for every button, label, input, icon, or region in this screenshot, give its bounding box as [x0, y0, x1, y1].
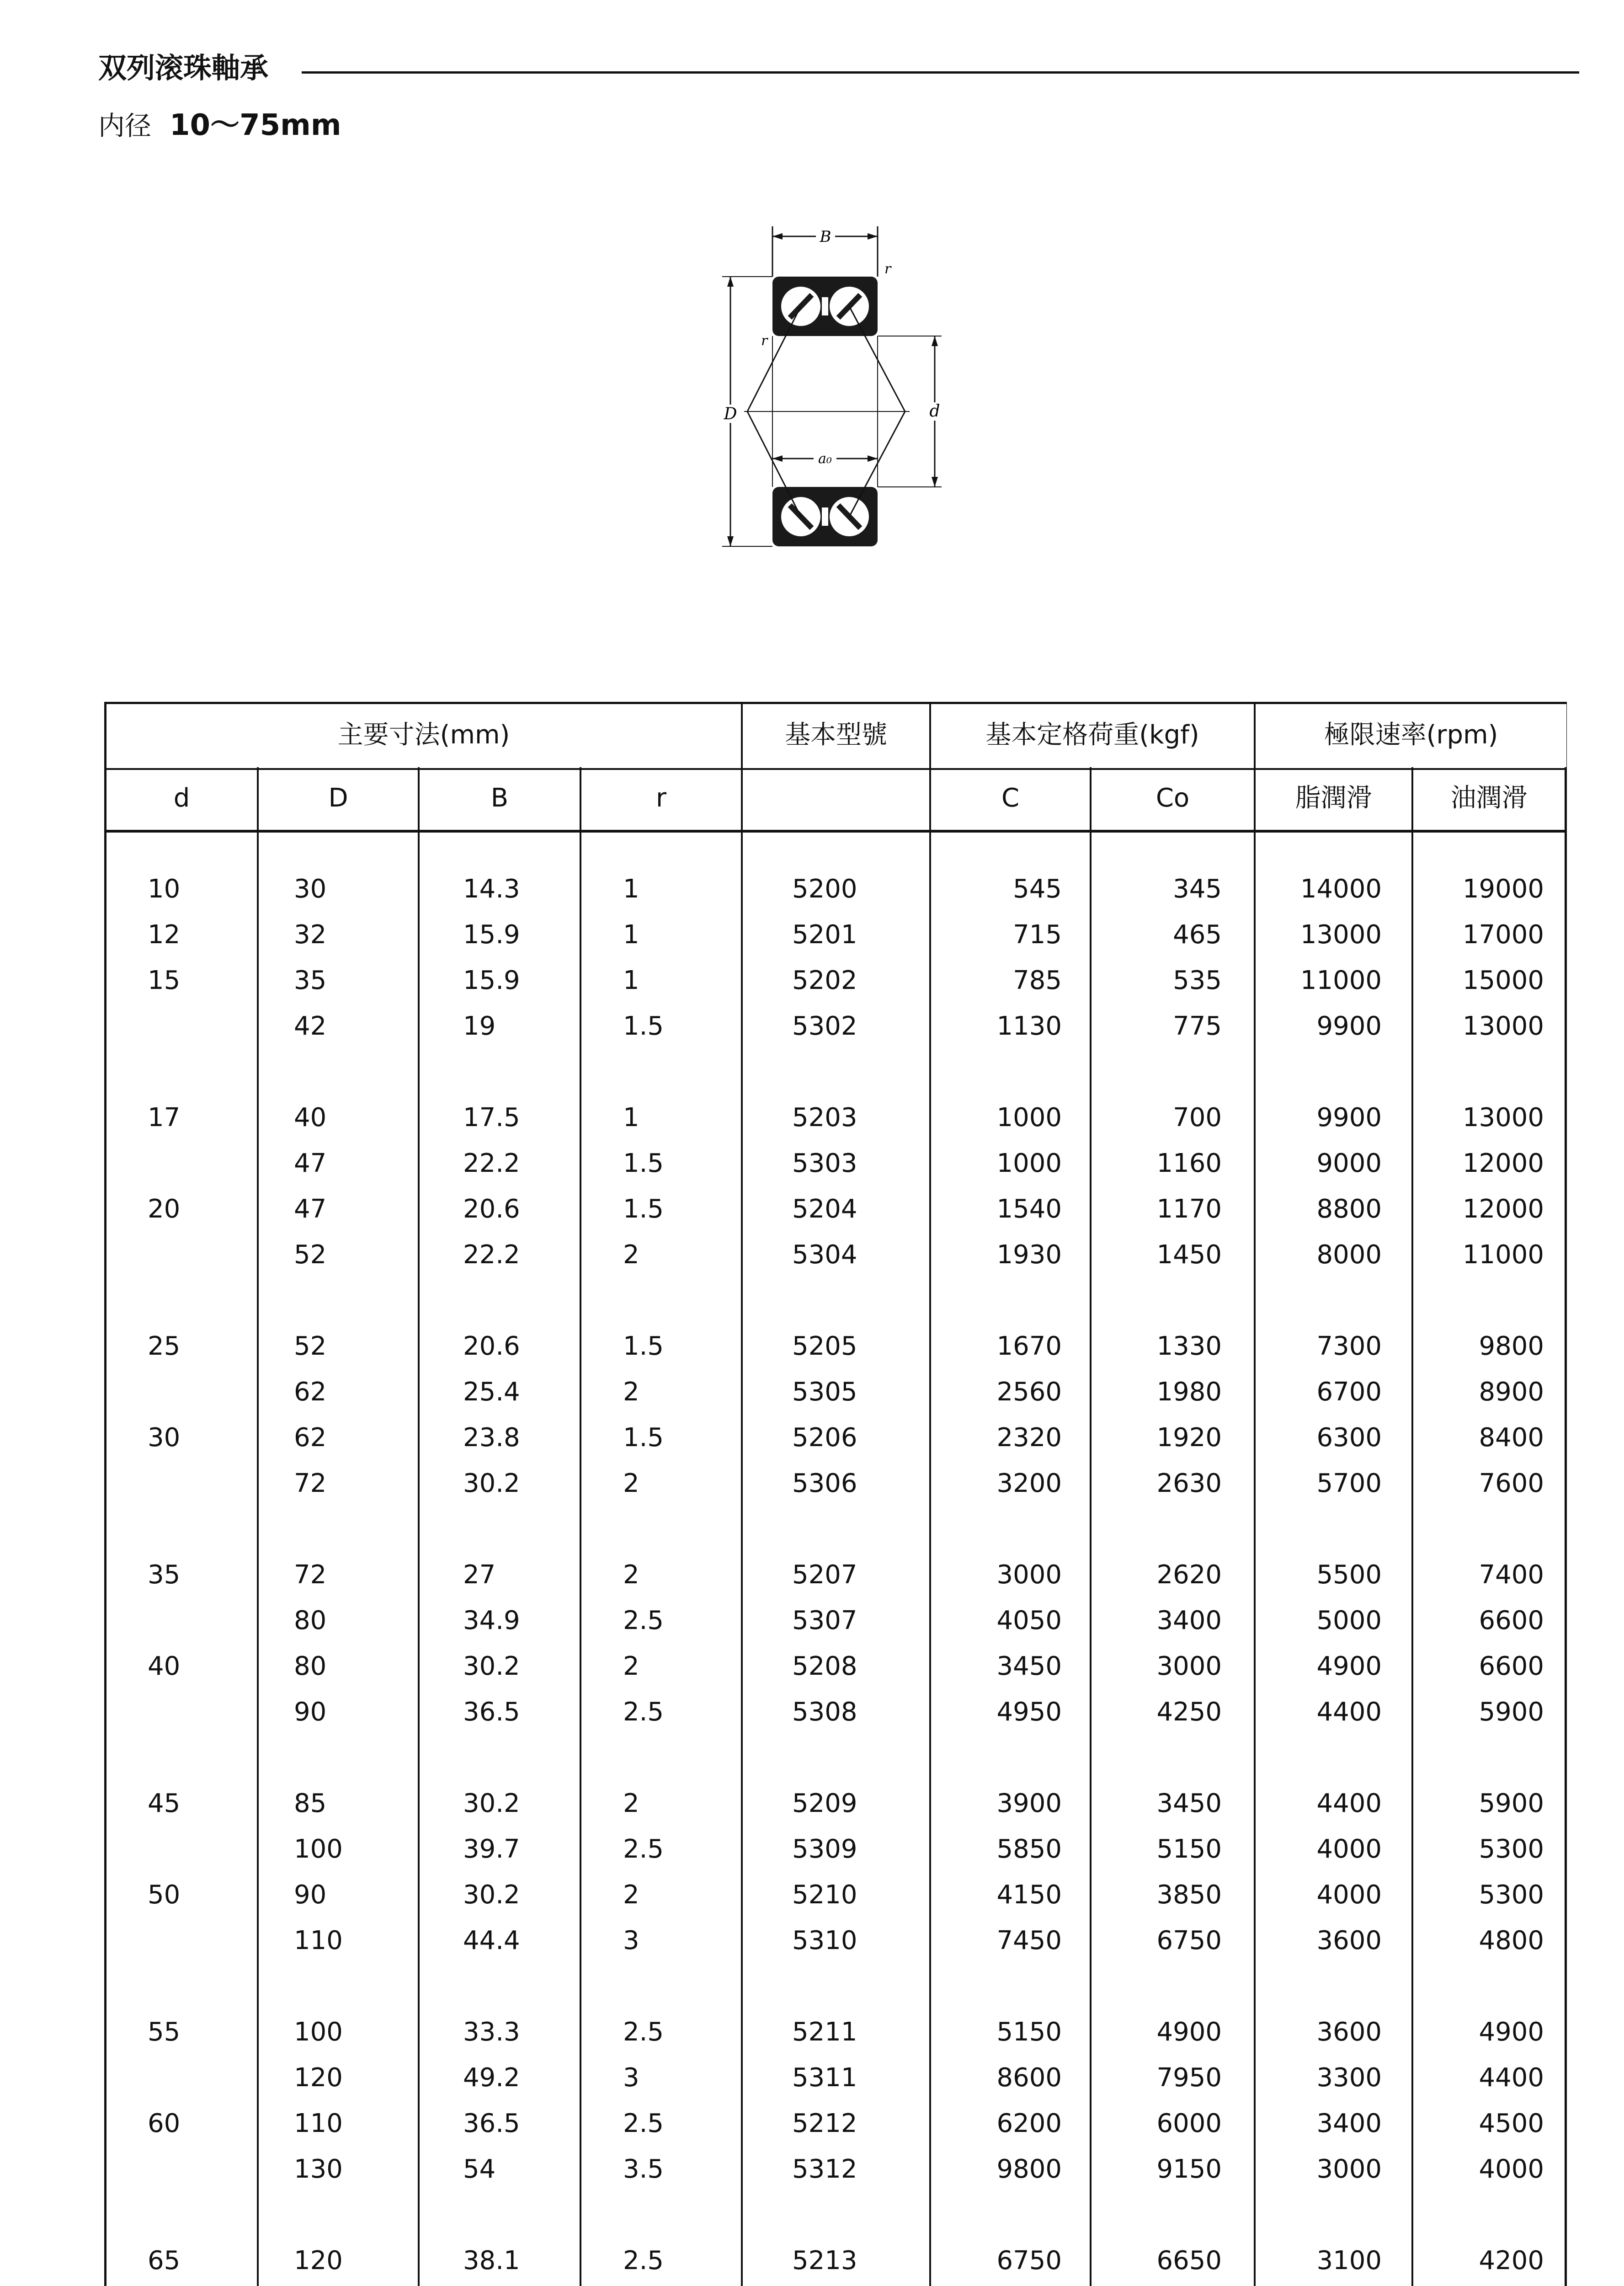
- table-cell: 30.2: [463, 1789, 520, 1818]
- table-cell: 2: [623, 1880, 639, 1910]
- table-cell: 15: [148, 966, 181, 995]
- table-row: [106, 958, 1565, 1004]
- table-cell: 7300: [1316, 1331, 1382, 1361]
- table-cell: 5307: [792, 1606, 857, 1635]
- table-cell: 3200: [996, 1469, 1062, 1498]
- table-cell: 9000: [1316, 1148, 1382, 1178]
- table-cell: 30.2: [463, 1880, 520, 1910]
- table-cell: 5205: [792, 1331, 857, 1361]
- table-cell: 2.5: [623, 2246, 664, 2275]
- table-row: [106, 1644, 1565, 1689]
- table-cell: 5200: [792, 874, 857, 904]
- table-cell: 4400: [1479, 2063, 1544, 2093]
- table-cell: 535: [1173, 966, 1222, 995]
- table-cell: 12000: [1462, 1194, 1544, 1224]
- header-model: 基本型號: [785, 720, 887, 750]
- table-cell: 90: [294, 1880, 327, 1910]
- table-cell: 4000: [1479, 2154, 1544, 2184]
- table-cell: 42: [294, 1011, 327, 1041]
- table-cell: 5305: [792, 1377, 857, 1407]
- table-cell: 5150: [996, 2017, 1062, 2047]
- table-cell: [1098, 2284, 1222, 2286]
- table-cell: 32: [294, 920, 327, 950]
- table-cell: 5900: [1479, 1789, 1544, 1818]
- table-cell: 14.3: [463, 874, 520, 904]
- table-cell: 72: [294, 1469, 327, 1498]
- subheader-oil: 油潤滑: [1450, 783, 1528, 813]
- table-row: [106, 2055, 1565, 2101]
- table-cell: 1000: [996, 1148, 1062, 1178]
- table-row: [106, 1232, 1565, 1278]
- table-row: [106, 1004, 1565, 1049]
- table-cell: 9800: [996, 2154, 1062, 2184]
- table-cell: 5311: [792, 2063, 857, 2093]
- table-cell: 30: [148, 1423, 181, 1453]
- table-cell: 120: [294, 2246, 343, 2275]
- table-cell: 34.9: [463, 1606, 520, 1635]
- table-cell: 1: [623, 1103, 639, 1132]
- table-cell: 3400: [1316, 2109, 1382, 2138]
- table-cell: 3600: [1316, 2017, 1382, 2047]
- table-cell: 2320: [996, 1423, 1062, 1453]
- table-cell: 110: [294, 2109, 343, 2138]
- table-cell: 40: [294, 1103, 327, 1132]
- table-cell: 2: [623, 1377, 639, 1407]
- table-cell: 1450: [1156, 1240, 1222, 1270]
- subheader-D: D: [328, 783, 348, 813]
- table-cell: 65: [148, 2246, 181, 2275]
- table-cell: 6000: [1156, 2109, 1222, 2138]
- table-cell: 100: [294, 1834, 343, 1864]
- table-cell: 62: [294, 1377, 327, 1407]
- table-cell: 5150: [1156, 1834, 1222, 1864]
- table-cell: 5206: [792, 1423, 857, 1453]
- table-cell: 5310: [792, 1926, 857, 1955]
- table-cell: 22.2: [463, 1148, 520, 1178]
- table-cell: 4200: [1479, 2246, 1544, 2275]
- table-cell: 17000: [1462, 920, 1544, 950]
- table-cell: 45: [148, 1789, 181, 1818]
- table-cell: 15000: [1462, 966, 1544, 995]
- table-cell: 11000: [1300, 966, 1382, 995]
- subheader-grease: 脂潤滑: [1295, 783, 1372, 813]
- table-cell: 785: [1013, 966, 1062, 995]
- table-cell: 1130: [996, 1011, 1062, 1041]
- table-cell: 1: [623, 920, 639, 950]
- table-cell: 715: [1013, 920, 1062, 950]
- table-cell: 8600: [996, 2063, 1062, 2093]
- table-cell: 8000: [1316, 1240, 1382, 1270]
- table-cell: 5000: [1316, 1606, 1382, 1635]
- table-row: [106, 1689, 1565, 1735]
- table-row: [106, 1186, 1565, 1232]
- table-cell: 36.5: [463, 2109, 520, 2138]
- table-cell: 7400: [1479, 1560, 1544, 1590]
- table-row: [106, 1141, 1565, 1186]
- table-cell: 3.5: [623, 2154, 664, 2184]
- table-cell: 1.5: [623, 1148, 664, 1178]
- table-cell: 20.6: [463, 1194, 520, 1224]
- table-cell: 80: [294, 1651, 327, 1681]
- bearing-table: [104, 702, 1567, 2286]
- table-cell: 3850: [1156, 1880, 1222, 1910]
- table-cell: 2: [623, 1651, 639, 1681]
- label-r-top: r: [884, 261, 891, 277]
- table-cell: 72: [294, 1560, 327, 1590]
- table-cell: 47: [294, 1194, 327, 1224]
- table-row: [106, 1781, 1565, 1827]
- table-row: [106, 1918, 1565, 1964]
- table-cell: 5303: [792, 1148, 857, 1178]
- table-cell: 17.5: [463, 1103, 520, 1132]
- label-B: B: [820, 228, 831, 246]
- subtitle-range: 10～75mm: [170, 108, 341, 142]
- table-cell: 1170: [1156, 1194, 1222, 1224]
- table-cell: 90: [294, 1697, 327, 1727]
- header-speed: 極限速率(rpm): [1324, 720, 1498, 750]
- table-cell: 9900: [1316, 1103, 1382, 1132]
- table-cell: 4500: [1479, 2109, 1544, 2138]
- table-cell: 3000: [1316, 2154, 1382, 2184]
- table-cell: 4400: [1316, 1697, 1382, 1727]
- table-cell: 15.9: [463, 920, 520, 950]
- table-cell: 120: [294, 2063, 343, 2093]
- table-cell: 23.8: [463, 1423, 520, 1453]
- table-cell: 80: [294, 1606, 327, 1635]
- table-cell: 13000: [1462, 1103, 1544, 1132]
- table-cell: 5500: [1316, 1560, 1382, 1590]
- table-cell: 4900: [1479, 2017, 1544, 2047]
- table-cell: 4000: [1316, 1880, 1382, 1910]
- label-d: d: [929, 402, 940, 421]
- table-cell: 110: [294, 1926, 343, 1955]
- table-cell: 4950: [996, 1697, 1062, 1727]
- table-cell: 7600: [1479, 1469, 1544, 1498]
- table-cell: 5304: [792, 1240, 857, 1270]
- table-cell: 130: [294, 2154, 343, 2184]
- table-cell: 11000: [1462, 1240, 1544, 1270]
- table-cell: 3450: [1156, 1789, 1222, 1818]
- table-cell: 6300: [1316, 1423, 1382, 1453]
- table-cell: 8900: [1479, 1377, 1544, 1407]
- table-row: [106, 912, 1565, 958]
- table-cell: 3400: [1156, 1606, 1222, 1635]
- header-divider: [106, 768, 1565, 770]
- subheader-d: d: [173, 783, 190, 813]
- table-cell: 6750: [1156, 1926, 1222, 1955]
- table-cell: 3: [623, 2063, 639, 2093]
- table-cell: 5850: [996, 1834, 1062, 1864]
- table-cell: 3600: [1316, 1926, 1382, 1955]
- table-cell: 100: [294, 2017, 343, 2047]
- table-cell: 3450: [996, 1651, 1062, 1681]
- table-cell: 39.7: [463, 1834, 520, 1864]
- table-cell: 4900: [1316, 1651, 1382, 1681]
- table-cell: 4150: [996, 1880, 1062, 1910]
- table-cell: 1540: [996, 1194, 1062, 1224]
- table-cell: 55: [148, 2017, 181, 2047]
- table-cell: 5207: [792, 1560, 857, 1590]
- table-cell: 4800: [1479, 1926, 1544, 1955]
- table-cell: 5308: [792, 1697, 857, 1727]
- table-cell: 2.5: [623, 1834, 664, 1864]
- label-D: D: [724, 405, 737, 423]
- table-cell: 2.5: [623, 1606, 664, 1635]
- table-cell: 5312: [792, 2154, 857, 2184]
- table-cell: 4050: [996, 1606, 1062, 1635]
- table-cell: 9900: [1316, 1011, 1382, 1041]
- table-cell: 3000: [1156, 1651, 1222, 1681]
- table-cell: 5208: [792, 1651, 857, 1681]
- table-cell: 36.5: [463, 1697, 520, 1727]
- table-cell: 13000: [1462, 1011, 1544, 1041]
- table-cell: 775: [1173, 1011, 1222, 1041]
- subheader-r: r: [655, 783, 667, 813]
- table-cell: 2.5: [623, 2109, 664, 2138]
- table-cell: 5202: [792, 966, 857, 995]
- table-cell: 20: [148, 1194, 181, 1224]
- header-dims: 主要寸法(mm): [337, 720, 510, 750]
- header-load: 基本定格荷重(kgf): [985, 720, 1199, 750]
- table-cell: 1000: [996, 1103, 1062, 1132]
- table-cell: [294, 2284, 385, 2286]
- table-row: [106, 1872, 1565, 1918]
- table-cell: 50: [148, 1880, 181, 1910]
- table-cell: 30.2: [463, 1469, 520, 1498]
- table-cell: 2560: [996, 1377, 1062, 1407]
- table-cell: 5213: [792, 2246, 857, 2275]
- table-cell: 5204: [792, 1194, 857, 1224]
- table-row: [106, 1324, 1565, 1369]
- table-cell: 2: [623, 1789, 639, 1818]
- table-cell: 22.2: [463, 1240, 520, 1270]
- table-cell: 3300: [1316, 2063, 1382, 2093]
- table-row: [106, 2238, 1565, 2284]
- table-cell: 44.4: [463, 1926, 520, 1955]
- table-cell: 7950: [1156, 2063, 1222, 2093]
- table-cell: 5212: [792, 2109, 857, 2138]
- table-cell: 4250: [1156, 1697, 1222, 1727]
- table-cell: 6750: [996, 2246, 1062, 2275]
- table-cell: 1920: [1156, 1423, 1222, 1453]
- table-cell: 5210: [792, 1880, 857, 1910]
- table-cell: 5300: [1479, 1834, 1544, 1864]
- table-cell: 52: [294, 1240, 327, 1270]
- table-cell: 5203: [792, 1103, 857, 1132]
- table-cell: 5300: [1479, 1880, 1544, 1910]
- table-cell: 25.4: [463, 1377, 520, 1407]
- table-row: [106, 2284, 1565, 2286]
- table-row: [106, 2147, 1565, 2192]
- table-row: [106, 1461, 1565, 1506]
- table-cell: 5900: [1479, 1697, 1544, 1727]
- table-cell: 60: [148, 2109, 181, 2138]
- table-cell: 33.3: [463, 2017, 520, 2047]
- page-title: 双列滚珠軸承: [98, 51, 269, 85]
- table-cell: 14000: [1300, 874, 1382, 904]
- table-cell: 1.5: [623, 1011, 664, 1041]
- table-cell: 3900: [996, 1789, 1062, 1818]
- table-cell: 35: [294, 966, 327, 995]
- subheader-C: C: [1001, 783, 1020, 813]
- table-cell: 1: [623, 966, 639, 995]
- table-cell: [943, 2284, 1062, 2286]
- table-cell: 25: [148, 1331, 181, 1361]
- table-cell: 2630: [1156, 1469, 1222, 1498]
- table-cell: 6700: [1316, 1377, 1382, 1407]
- table-cell: 38.1: [463, 2246, 520, 2275]
- header-bottom-rule: [106, 830, 1565, 833]
- table-cell: 47: [294, 1148, 327, 1178]
- bearing-diagram: [704, 208, 960, 574]
- table-cell: 52: [294, 1331, 327, 1361]
- table-cell: 2: [623, 1240, 639, 1270]
- table-cell: 1980: [1156, 1377, 1222, 1407]
- table-cell: 8400: [1479, 1423, 1544, 1453]
- table-cell: 5201: [792, 920, 857, 950]
- table-cell: 5309: [792, 1834, 857, 1864]
- table-cell: 2620: [1156, 1560, 1222, 1590]
- table-cell: 7450: [996, 1926, 1062, 1955]
- table-cell: 5211: [792, 2017, 857, 2047]
- table-cell: 1670: [996, 1331, 1062, 1361]
- table-cell: 10: [148, 874, 181, 904]
- table-cell: 1330: [1156, 1331, 1222, 1361]
- table-cell: 17: [148, 1103, 181, 1132]
- label-r-left: r: [761, 333, 768, 349]
- table-cell: 1160: [1156, 1148, 1222, 1178]
- table-row: [106, 1369, 1565, 1415]
- table-cell: 62: [294, 1423, 327, 1453]
- table-cell: 1.5: [623, 1194, 664, 1224]
- table-row: [106, 866, 1565, 912]
- table-cell: 35: [148, 1560, 181, 1590]
- table-cell: 19: [463, 1011, 496, 1041]
- table-cell: 5302: [792, 1011, 857, 1041]
- table-cell: 12000: [1462, 1148, 1544, 1178]
- table-cell: 3000: [996, 1560, 1062, 1590]
- table-cell: 19000: [1462, 874, 1544, 904]
- table-cell: 1: [623, 874, 639, 904]
- table-cell: [623, 2284, 714, 2286]
- table-cell: [1423, 2284, 1544, 2286]
- table-cell: 4000: [1316, 1834, 1382, 1864]
- table-cell: 6600: [1479, 1606, 1544, 1635]
- table-row: [106, 1827, 1565, 1872]
- table-cell: 49.2: [463, 2063, 520, 2093]
- table-cell: 6600: [1479, 1651, 1544, 1681]
- table-cell: 5306: [792, 1469, 857, 1498]
- label-a0: a₀: [818, 451, 832, 467]
- table-row: [106, 1552, 1565, 1598]
- table-cell: 1.5: [623, 1331, 664, 1361]
- table-cell: 30.2: [463, 1651, 520, 1681]
- table-cell: 1.5: [623, 1423, 664, 1453]
- title-rule: [302, 71, 1579, 74]
- table-cell: 3100: [1316, 2246, 1382, 2275]
- table-cell: [463, 2284, 564, 2286]
- table-cell: 20.6: [463, 1331, 520, 1361]
- table-cell: 13000: [1300, 920, 1382, 950]
- table-row: [106, 1415, 1565, 1461]
- subheader-B: B: [490, 783, 509, 813]
- subtitle-label: 内径: [98, 110, 152, 141]
- table-cell: 700: [1173, 1103, 1222, 1132]
- table-row: [106, 1095, 1565, 1141]
- table-cell: 27: [463, 1560, 496, 1590]
- subtitle: [98, 108, 341, 142]
- table-cell: 30: [294, 874, 327, 904]
- table-cell: 3: [623, 1926, 639, 1955]
- table-cell: 2.5: [623, 1697, 664, 1727]
- table-cell: 85: [294, 1789, 327, 1818]
- table-row: [106, 2009, 1565, 2055]
- table-cell: 6650: [1156, 2246, 1222, 2275]
- table-cell: 5700: [1316, 1469, 1382, 1498]
- table-cell: 4400: [1316, 1789, 1382, 1818]
- table-cell: 9800: [1479, 1331, 1544, 1361]
- table-cell: 12: [148, 920, 181, 950]
- table-cell: 6200: [996, 2109, 1062, 2138]
- table-cell: 4900: [1156, 2017, 1222, 2047]
- table-cell: 8800: [1316, 1194, 1382, 1224]
- table-cell: 2: [623, 1560, 639, 1590]
- table-cell: [1267, 2284, 1382, 2286]
- subheader-Co: Co: [1155, 783, 1190, 813]
- table-cell: 465: [1173, 920, 1222, 950]
- table-cell: 345: [1173, 874, 1222, 904]
- table-row: [106, 2101, 1565, 2147]
- table-cell: 2: [623, 1469, 639, 1498]
- table-cell: [148, 2284, 239, 2286]
- table-row: [106, 1598, 1565, 1644]
- table-cell: 1930: [996, 1240, 1062, 1270]
- table-cell: 15.9: [463, 966, 520, 995]
- table-cell: 5209: [792, 1789, 857, 1818]
- table-cell: 545: [1013, 874, 1062, 904]
- table-cell: 40: [148, 1651, 181, 1681]
- table-cell: [792, 2284, 906, 2286]
- table-cell: 2.5: [623, 2017, 664, 2047]
- table-cell: 54: [463, 2154, 496, 2184]
- table-cell: 9150: [1156, 2154, 1222, 2184]
